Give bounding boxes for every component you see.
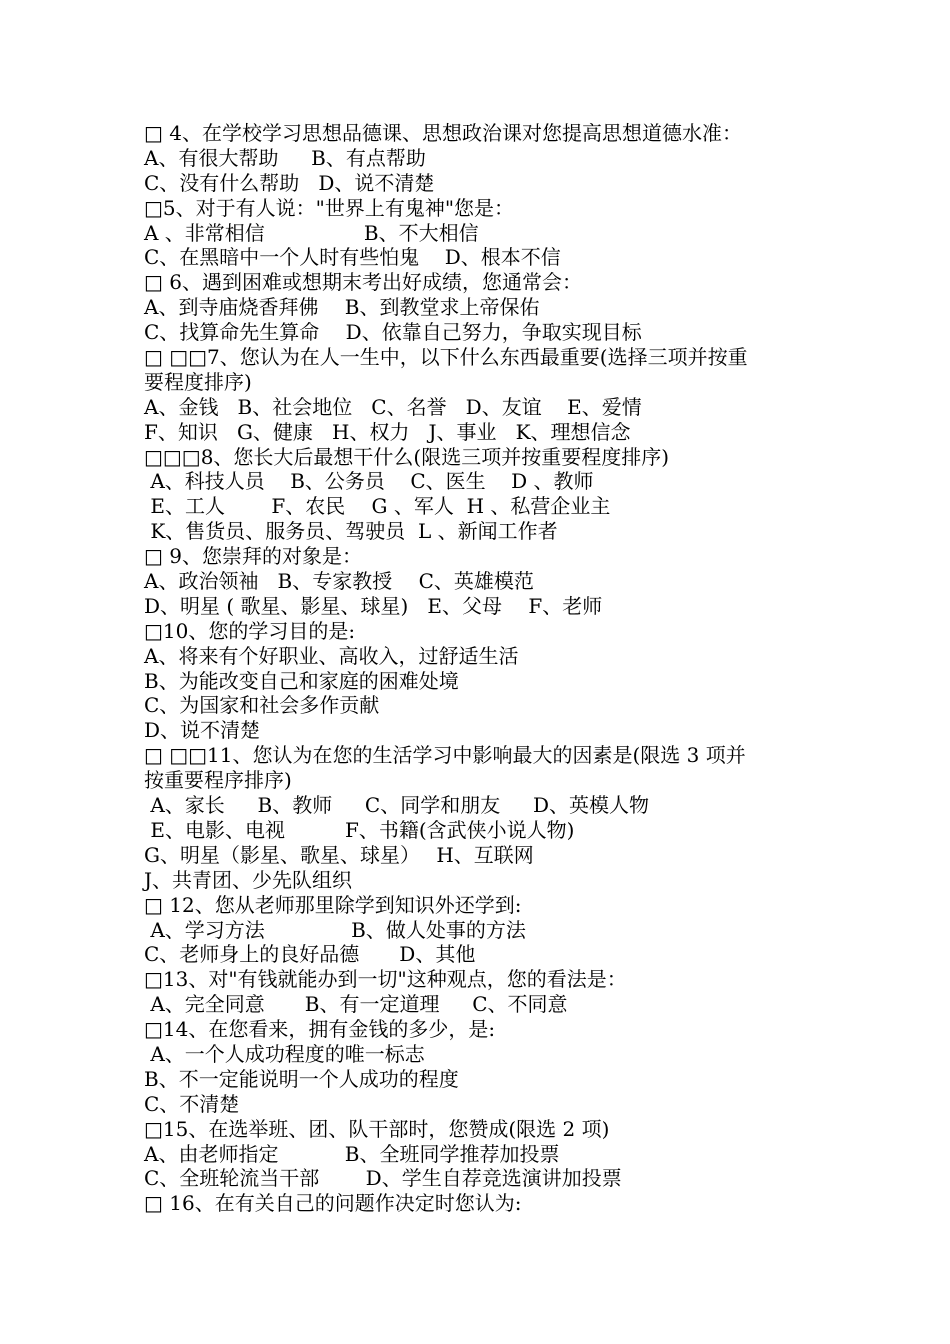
question-14-text: □14、在您看来，拥有金钱的多少，是: <box>144 1017 496 1042</box>
question-7-text: □ □□7、您认为在人一生中，以下什么东西最重要(选择三项并按重 <box>144 345 748 370</box>
question-7-options-2: F、知识 G、健康 H、权力 J、事业 K、理想信念 <box>144 419 631 444</box>
question-10-option-b: B、为能改变自己和家庭的困难处境 <box>144 668 459 693</box>
question-11-options-2: E、电影、电视 F、书籍(含武侠小说人物) <box>144 817 575 842</box>
question-16-text: □ 16、在有关自己的问题作决定时您认为: <box>144 1191 522 1216</box>
question-15-text: □15、在选举班、团、队干部时，您赞成(限选 2 项) <box>144 1116 610 1141</box>
question-11-text: □ □□11、您认为在您的生活学习中影响最大的因素是(限选 3 项并 <box>144 743 746 768</box>
question-6-options-cd: C、找算命先生算命 D、依靠自己努力，争取实现目标 <box>144 320 642 345</box>
question-10-option-d: D、说不清楚 <box>144 718 261 743</box>
question-14-option-b: B、不一定能说明一个人成功的程度 <box>144 1066 459 1091</box>
question-5-options-cd: C、在黑暗中一个人时有些怕鬼 D、根本不信 <box>144 245 561 270</box>
question-11-text-cont: 按重要程序排序) <box>144 768 292 793</box>
question-5-options-ab: A 、非常相信 B、不大相信 <box>144 220 479 245</box>
question-13-text: □13、对"有钱就能办到一切"这种观点，您的看法是： <box>144 967 627 992</box>
question-7-text-cont: 要程度排序) <box>144 369 252 394</box>
question-4-text: □ 4、在学校学习思想品德课、思想政治课对您提高思想道德水准： <box>144 121 742 145</box>
question-9-options-2: D、明星 ( 歌星、影星、球星) E、父母 F、老师 <box>144 593 603 618</box>
question-11-options-4: J、共青团、少先队组织 <box>144 867 353 892</box>
question-14-option-c: C、不清楚 <box>144 1091 240 1116</box>
question-15-options-ab: A、由老师指定 B、全班同学推荐加投票 <box>144 1141 560 1166</box>
question-12-options-ab: A、学习方法 B、做人处事的方法 <box>144 917 526 942</box>
question-7-options-1: A、金钱 B、社会地位 C、名誉 D、友谊 E、爱情 <box>144 394 642 419</box>
question-8-text: □□□8、您长大后最想干什么(限选三项并按重要程度排序) <box>144 444 670 469</box>
question-10-option-c: C、为国家和社会多作贡献 <box>144 693 380 718</box>
question-10-option-a: A、将来有个好职业、高收入，过舒适生活 <box>144 643 519 668</box>
question-4-options-ab: A、有很大帮助 B、有点帮助 <box>144 145 426 170</box>
question-6-options-ab: A、到寺庙烧香拜佛 B、到教堂求上帝保佑 <box>144 295 540 320</box>
question-9-text: □ 9、您崇拜的对象是： <box>144 544 362 569</box>
question-8-options-3: K、售货员、服务员、驾驶员 L 、新闻工作者 <box>144 519 558 544</box>
survey-text <box>144 121 824 1216</box>
question-8-options-2: E、工人 F、农民 G 、军人 H 、私营企业主 <box>144 494 611 519</box>
question-14-option-a: A、一个人成功程度的唯一标志 <box>144 1041 425 1066</box>
question-12-text: □ 12、您从老师那里除学到知识外还学到: <box>144 892 522 917</box>
question-11-options-1: A、家长 B、教师 C、同学和朋友 D、英模人物 <box>144 793 649 818</box>
question-11-options-3: G、明星（影星、歌星、球星） H、互联网 <box>144 842 534 867</box>
question-12-options-cd: C、老师身上的良好品德 D、其他 <box>144 942 476 967</box>
question-5-text: □5、对于有人说："世界上有鬼神"您是： <box>144 195 515 220</box>
question-9-options-1: A、政治领袖 B、专家教授 C、英雄模范 <box>144 569 534 594</box>
question-10-text: □10、您的学习目的是: <box>144 618 356 643</box>
question-15-options-cd: C、全班轮流当干部 D、学生自荐竞选演讲加投票 <box>144 1166 622 1191</box>
question-4-options-cd: C、没有什么帮助 D、说不清楚 <box>144 170 435 195</box>
question-13-options: A、完全同意 B、有一定道理 C、不同意 <box>144 992 568 1017</box>
question-6-text: □ 6、遇到困难或想期末考出好成绩，您通常会： <box>144 270 582 295</box>
question-8-options-1: A、科技人员 B、公务员 C、医生 D 、教师 <box>144 469 594 494</box>
